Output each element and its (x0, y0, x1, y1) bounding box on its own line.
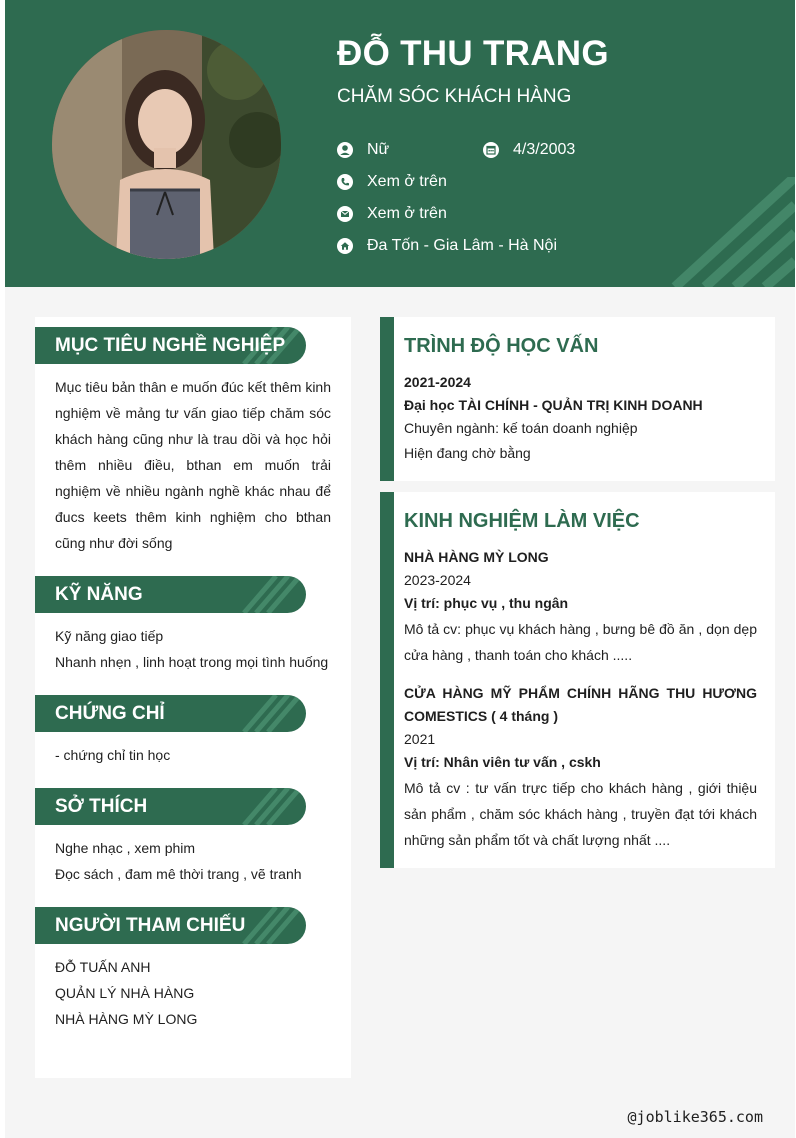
phone-icon (337, 174, 353, 190)
experience-card (380, 492, 775, 868)
objective-text: Mục tiêu bản thân e muốn đúc kết thêm kinh nghiệm về mảng tư vấn giao tiếp chăm sóc khách hàng cũng như là trau dồi và học hỏi thêm nhiều điều, bthan em muốn trải nghiệm về nhiều ngành nghề khác nhau để đucs keets thêm kinh nghiệm cho bthan cũng như đời sống (55, 379, 331, 551)
user-circle-icon (337, 142, 353, 158)
reference-item: NHÀ HÀNG MỲ LONG (55, 1011, 198, 1027)
calendar-icon (483, 142, 499, 158)
heading-stripes-decoration (236, 695, 306, 732)
references-heading (35, 907, 306, 944)
education-title: TRÌNH ĐỘ HỌC VẤN (404, 335, 599, 357)
job-period: 2021 (404, 731, 436, 747)
hobby-item: Nghe nhạc , xem phim (55, 840, 196, 856)
job-company: CỬA HÀNG MỸ PHẨM CHÍNH HÃNG THU HƯƠNG COMESTICS ( 4 tháng ) (404, 685, 757, 724)
job-position: Vị trí: phục vụ , thu ngân (404, 595, 569, 611)
phone-value: Xem ở trên (367, 173, 447, 190)
education-card (380, 317, 775, 481)
profile-photo (52, 30, 281, 259)
education-status: Hiện đang chờ bằng (404, 445, 531, 461)
objective-heading (35, 327, 306, 364)
cv-page (5, 0, 795, 1138)
job-period: 2023-2024 (404, 572, 471, 588)
gender-value: Nữ (367, 141, 390, 158)
certificates-heading (35, 695, 306, 732)
certificate-item: - chứng chỉ tin học (55, 747, 171, 763)
hobbies-heading (35, 788, 306, 825)
birthday-row (483, 141, 575, 159)
certificates-title: CHỨNG CHỈ (55, 703, 165, 724)
job-description: Mô tả cv: phục vụ khách hàng , bưng bê đồ ăn , dọn dẹp cửa hàng , thanh toán cho khách ..... (404, 621, 757, 663)
profile-photo-image (52, 30, 281, 259)
cv-header (5, 0, 795, 287)
skills-title: KỸ NĂNG (55, 584, 143, 605)
gender-row (337, 141, 389, 159)
header-stripes-decoration (655, 177, 795, 287)
education-school: Đại học TÀI CHÍNH - QUẢN TRỊ KINH DOANH (404, 397, 703, 413)
education-major: Chuyên ngành: kế toán doanh nghiệp (404, 420, 638, 436)
email-value: Xem ở trên (367, 205, 447, 222)
objective-title: MỤC TIÊU NGHỀ NGHIỆP (55, 335, 286, 356)
birthday-value: 4/3/2003 (513, 141, 576, 158)
job-title: CHĂM SÓC KHÁCH HÀNG (337, 86, 572, 107)
job-position: Vị trí: Nhân viên tư vấn , cskh (404, 754, 601, 770)
education-period: 2021-2024 (404, 374, 471, 390)
reference-item: ĐỖ TUẤN ANH (55, 959, 151, 975)
education-accent-bar (380, 317, 394, 481)
reference-item: QUẢN LÝ NHÀ HÀNG (55, 985, 195, 1001)
experience-accent-bar (380, 492, 394, 868)
phone-row (337, 173, 447, 191)
address-row (337, 237, 557, 255)
experience-title: KINH NGHIỆM LÀM VIỆC (404, 510, 640, 532)
envelope-icon (337, 206, 353, 222)
heading-stripes-decoration (236, 788, 306, 825)
references-title: NGƯỜI THAM CHIẾU (55, 915, 246, 936)
left-column (35, 317, 351, 1078)
skill-item: Nhanh nhẹn , linh hoạt trong mọi tình huống (55, 654, 329, 670)
home-icon (337, 238, 353, 254)
skills-heading (35, 576, 306, 613)
heading-stripes-decoration (236, 907, 306, 944)
job-description: Mô tả cv : tư vấn trực tiếp cho khách hàng , giới thiệu sản phẩm , chăm sóc khách hàng , truyền đạt tới khách những sản phẩm tốt và chất lượng nhất .... (404, 780, 757, 848)
address-value: Đa Tốn - Gia Lâm - Hà Nội (367, 237, 557, 254)
watermark: @joblike365.com (627, 1108, 763, 1126)
hobbies-title: SỞ THÍCH (55, 796, 148, 817)
job-company: NHÀ HÀNG MỲ LONG (404, 549, 549, 565)
heading-stripes-decoration (236, 576, 306, 613)
email-row (337, 205, 447, 223)
skill-item: Kỹ năng giao tiếp (55, 628, 164, 644)
candidate-name: ĐỖ THU TRANG (337, 34, 609, 73)
hobby-item: Đọc sách , đam mê thời trang , vẽ tranh (55, 866, 302, 882)
